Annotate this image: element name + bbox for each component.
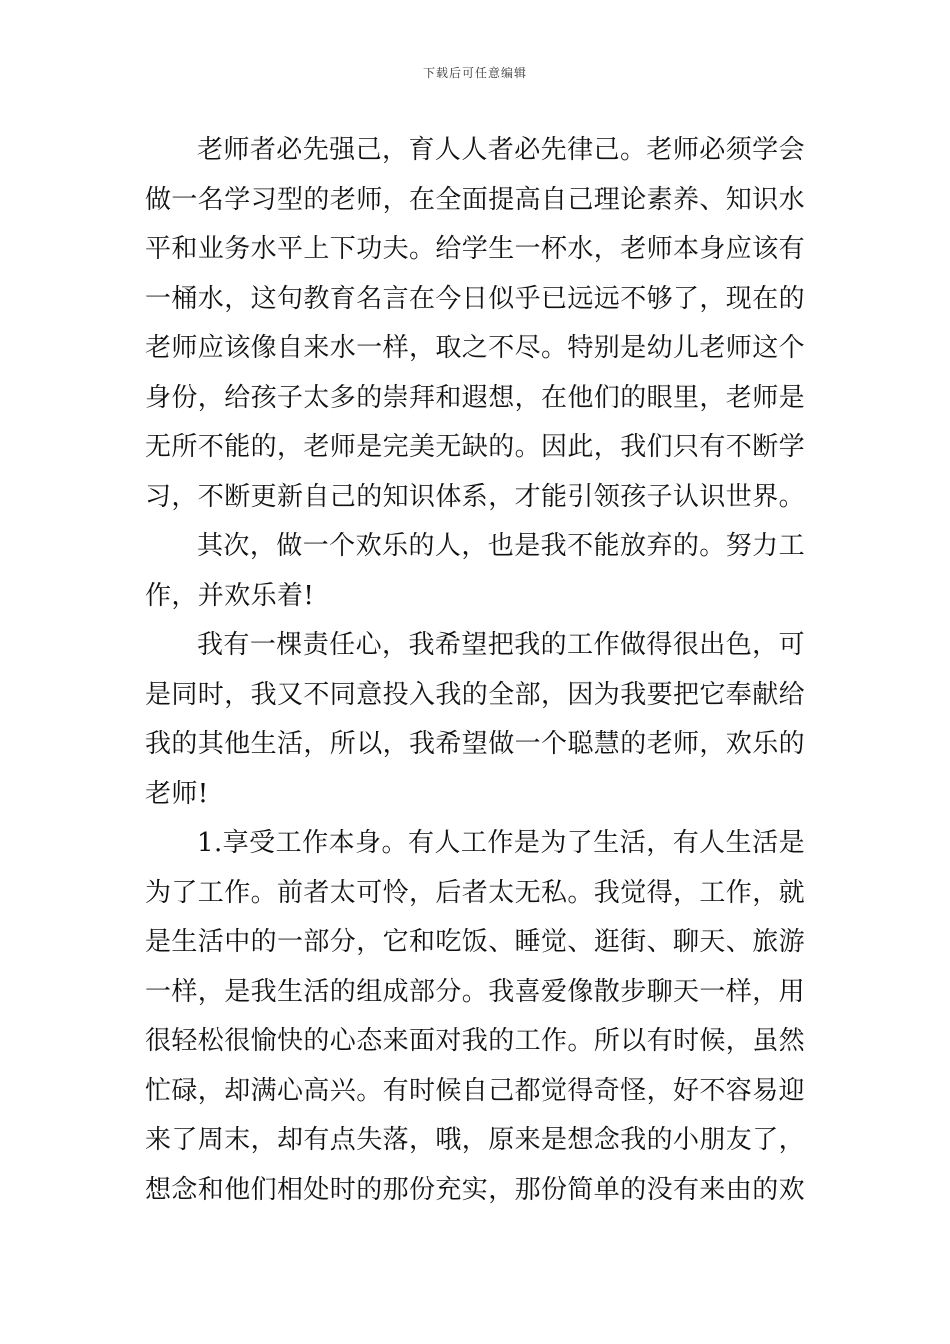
paragraph-4: 1.享受工作本身。有人工作是为了生活，有人生活是为了工作。前者太可怜，后者太无私。我觉得，工作，就是生活中的一部分，它和吃饭、睡觉、逛街、聊天、旅游一样，是我生活的组成部分。我喜爱像散步聊天一样，用很轻松很愉快的心态来面对我的工作。所以有时候，虽然忙碌，却满心高兴。有时候自己都觉得奇怪，好不容易迎来了周末，却有点失落，哦，原来是想念我的小朋友了，想念和他们相处时的那份充实，那份简单的没有来由的欢 [145,828,806,1205]
page-header: 下载后可任意编辑 [422,66,527,80]
document-body [145,126,805,1215]
paragraph-2: 其次，做一个欢乐的人，也是我不能放弃的。努力工作，并欢乐着! [145,531,805,611]
paragraph-3: 我有一棵责任心，我希望把我的工作做得很出色，可是同时，我又不同意投入我的全部，因为我要把它奉献给我的其他生活，所以，我希望做一个聪慧的老师，欢乐的老师! [145,630,806,809]
paragraph-1: 老师者必先强己，育人人者必先律己。老师必须学会做一名学习型的老师，在全面提高自己理论素养、知识水平和业务水平上下功夫。给学生一杯水，老师本身应该有一桶水，这句教育名言在今日似乎已远远不够了，现在的老师应该像自来水一样，取之不尽。特别是幼儿老师这个身份，给孩子太多的崇拜和遐想，在他们的眼里，老师是无所不能的，老师是完美无缺的。因此，我们只有不断学习，不断更新自己的知识体系，才能引领孩子认识世界。 [145,135,806,512]
